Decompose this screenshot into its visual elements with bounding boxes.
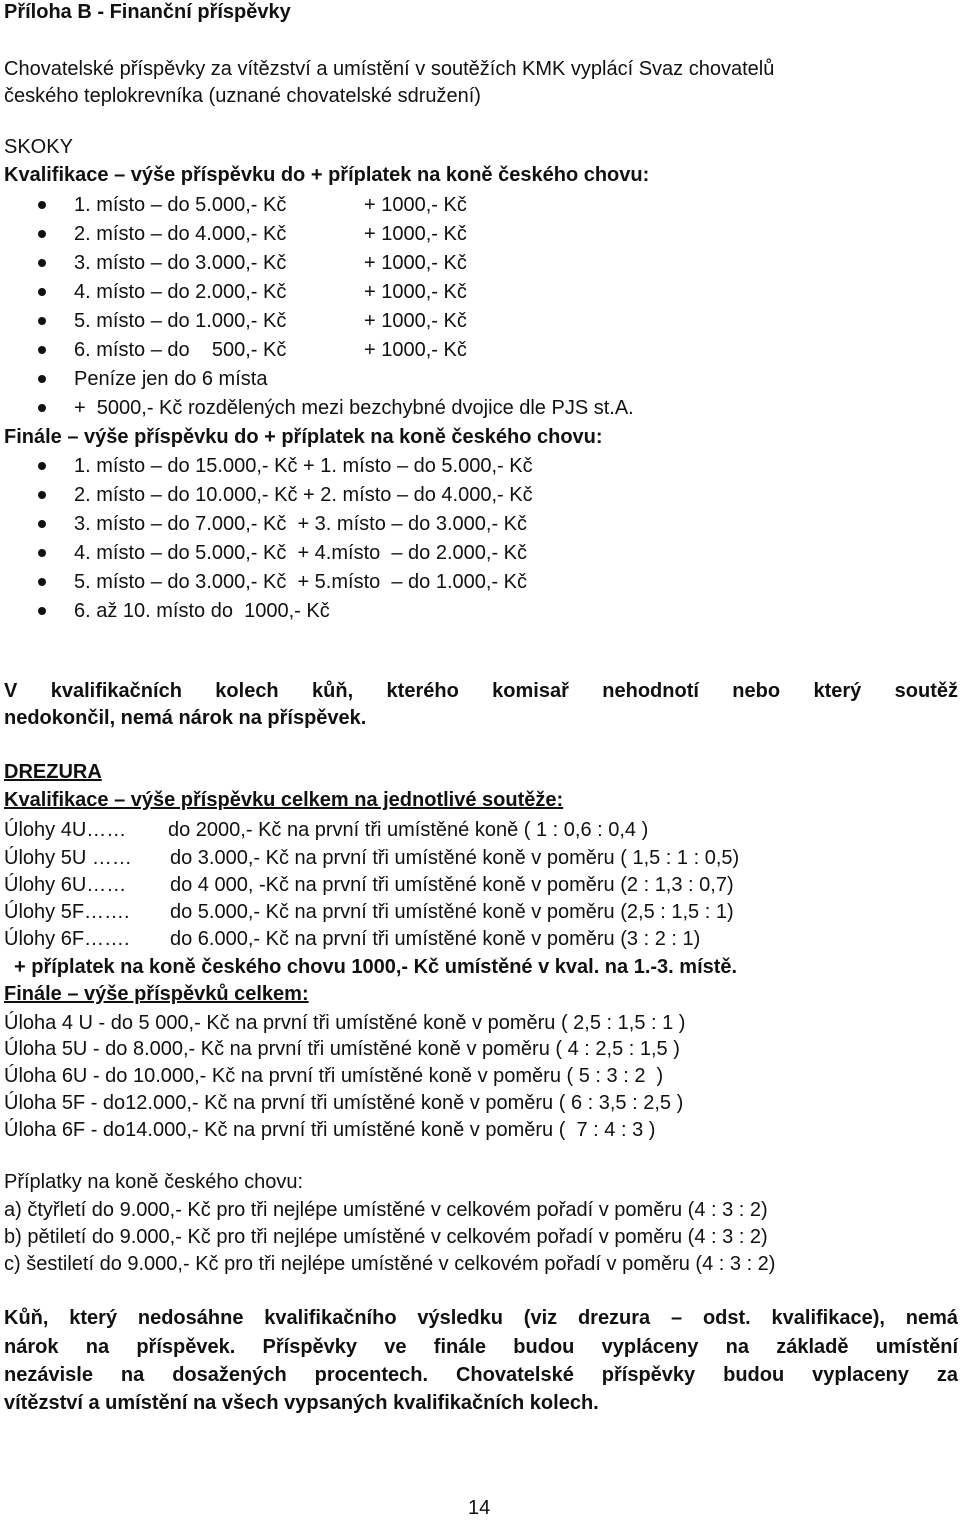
- bullet-icon: [38, 607, 46, 615]
- skoky-kval-bonus: + 1000,- Kč: [364, 281, 467, 303]
- skoky-kval-bonus: + 1000,- Kč: [364, 252, 467, 274]
- skoky-kval-bonus: + 1000,- Kč: [364, 310, 467, 332]
- skoky-final-item: 5. místo – do 3.000,- Kč + 5.místo – do 1.000,- Kč: [74, 571, 528, 593]
- skoky-kval-extra: + 5000,- Kč rozdělených mezi bezchybné dvojice dle PJS st.A.: [74, 397, 634, 419]
- skoky-final-item: 4. místo – do 5.000,- Kč + 4.místo – do 2.000,- Kč: [74, 542, 528, 564]
- skoky-kval-item: 6. místo – do 500,- Kč: [74, 339, 287, 361]
- skoky-kval-item: 2. místo – do 4.000,- Kč: [74, 223, 287, 245]
- closing-line-3: nezávisle na dosažených procentech. Chovatelské příspěvky budou vyplaceny za: [4, 1364, 958, 1386]
- bullet-icon: [38, 549, 46, 557]
- skoky-kval-heading: Kvalifikace – výše příspěvku do + příplatek na koně českého chovu:: [4, 164, 650, 186]
- drezura-kval-text: do 3.000,- Kč na první tři umístěné koně v poměru ( 1,5 : 1 : 0,5): [170, 847, 740, 869]
- drezura-kval-text: do 5.000,- Kč na první tři umístěné koně v poměru (2,5 : 1,5 : 1): [170, 901, 734, 923]
- skoky-kval-bonus: + 1000,- Kč: [364, 194, 467, 216]
- drezura-kval-label: Úlohy 5F…….: [4, 901, 130, 923]
- bullet-icon: [38, 578, 46, 586]
- closing-line-1: Kůň, který nedosáhne kvalifikačního výsledku (viz drezura – odst. kvalifikace), nemá: [4, 1307, 958, 1329]
- drezura-kval-label: Úlohy 5U ……: [4, 847, 132, 869]
- bullet-icon: [38, 230, 46, 238]
- bullet-icon: [38, 201, 46, 209]
- drezura-kval-text: do 2000,- Kč na první tři umístěné koně ( 1 : 0,6 : 0,4 ): [168, 819, 649, 841]
- drezura-kval-bonus: + příplatek na koně českého chovu 1000,- Kč umístěné v kval. na 1.-3. místě.: [14, 956, 738, 978]
- drezura-priplatky-heading: Příplatky na koně českého chovu:: [4, 1171, 304, 1193]
- drezura-priplatek-row: b) pětiletí do 9.000,- Kč pro tři nejlépe umístěné v celkovém pořadí v poměru (4 : 3 : 2): [4, 1226, 768, 1248]
- intro-line-1: Chovatelské příspěvky za vítězství a umístění v soutěžích KMK vyplácí Svaz chovatelů: [4, 58, 775, 80]
- skoky-final-item: 1. místo – do 15.000,- Kč + 1. místo – do 5.000,- Kč: [74, 455, 533, 477]
- page-number: 14: [468, 1497, 491, 1519]
- page-title: Příloha B - Finanční příspěvky: [4, 1, 291, 23]
- drezura-final-row: Úloha 5U - do 8.000,- Kč na první tři umístěné koně v poměru ( 4 : 2,5 : 1,5 ): [4, 1038, 680, 1060]
- skoky-final-item: 6. až 10. místo do 1000,- Kč: [74, 600, 330, 622]
- bullet-icon: [38, 259, 46, 267]
- bullet-icon: [38, 288, 46, 296]
- drezura-priplatek-row: c) šestiletí do 9.000,- Kč pro tři nejlépe umístěné v celkovém pořadí v poměru (4 : 3 : 2): [4, 1253, 776, 1275]
- bullet-icon: [38, 317, 46, 325]
- bullet-icon: [38, 491, 46, 499]
- drezura-final-row: Úloha 6U - do 10.000,- Kč na první tři umístěné koně v poměru ( 5 : 3 : 2 ): [4, 1065, 664, 1087]
- skoky-heading: SKOKY: [4, 136, 73, 158]
- closing-line-2: nárok na příspěvek. Příspěvky ve finále budou vypláceny na základě umístění: [4, 1336, 958, 1358]
- intro-line-2: českého teplokrevníka (uznané chovatelské sdružení): [4, 85, 481, 107]
- skoky-kval-item: 5. místo – do 1.000,- Kč: [74, 310, 287, 332]
- drezura-kval-heading: Kvalifikace – výše příspěvku celkem na jednotlivé soutěže:: [4, 789, 564, 811]
- skoky-note-line-2: nedokončil, nemá nárok na příspěvek.: [4, 707, 367, 729]
- skoky-final-heading: Finále – výše příspěvku do + příplatek na koně českého chovu:: [4, 426, 603, 448]
- drezura-final-row: Úloha 6F - do14.000,- Kč na první tři umístěné koně v poměru ( 7 : 4 : 3 ): [4, 1119, 656, 1141]
- skoky-kval-item: 3. místo – do 3.000,- Kč: [74, 252, 287, 274]
- drezura-kval-label: Úlohy 6U……: [4, 874, 127, 896]
- skoky-final-item: 3. místo – do 7.000,- Kč + 3. místo – do 3.000,- Kč: [74, 513, 528, 535]
- drezura-kval-text: do 6.000,- Kč na první tři umístěné koně v poměru (3 : 2 : 1): [170, 928, 701, 950]
- drezura-kval-label: Úlohy 6F…….: [4, 928, 130, 950]
- skoky-note-line-1: V kvalifikačních kolech kůň, kterého komisař nehodnotí nebo který soutěž: [4, 680, 958, 702]
- drezura-kval-text: do 4 000, -Kč na první tři umístěné koně v poměru (2 : 1,3 : 0,7): [170, 874, 734, 896]
- skoky-kval-bonus: + 1000,- Kč: [364, 223, 467, 245]
- skoky-kval-item: 4. místo – do 2.000,- Kč: [74, 281, 287, 303]
- skoky-final-item: 2. místo – do 10.000,- Kč + 2. místo – do 4.000,- Kč: [74, 484, 533, 506]
- skoky-kval-bonus: + 1000,- Kč: [364, 339, 467, 361]
- skoky-kval-item: 1. místo – do 5.000,- Kč: [74, 194, 287, 216]
- skoky-kval-extra: Peníze jen do 6 místa: [74, 368, 268, 390]
- drezura-final-heading: Finále – výše příspěvků celkem:: [4, 983, 309, 1005]
- drezura-final-row: Úloha 4 U - do 5 000,- Kč na první tři umístěné koně v poměru ( 2,5 : 1,5 : 1 ): [4, 1012, 686, 1034]
- bullet-icon: [38, 404, 46, 412]
- bullet-icon: [38, 462, 46, 470]
- bullet-icon: [38, 520, 46, 528]
- drezura-kval-label: Úlohy 4U……: [4, 819, 127, 841]
- bullet-icon: [38, 375, 46, 383]
- closing-line-4: vítězství a umístění na všech vypsaných kvalifikačních kolech.: [4, 1392, 599, 1414]
- drezura-final-row: Úloha 5F - do12.000,- Kč na první tři umístěné koně v poměru ( 6 : 3,5 : 2,5 ): [4, 1092, 684, 1114]
- drezura-heading: DREZURA: [4, 761, 102, 783]
- drezura-priplatek-row: a) čtyřletí do 9.000,- Kč pro tři nejlépe umístěné v celkovém pořadí v poměru (4 : 3 : 2): [4, 1199, 768, 1221]
- bullet-icon: [38, 346, 46, 354]
